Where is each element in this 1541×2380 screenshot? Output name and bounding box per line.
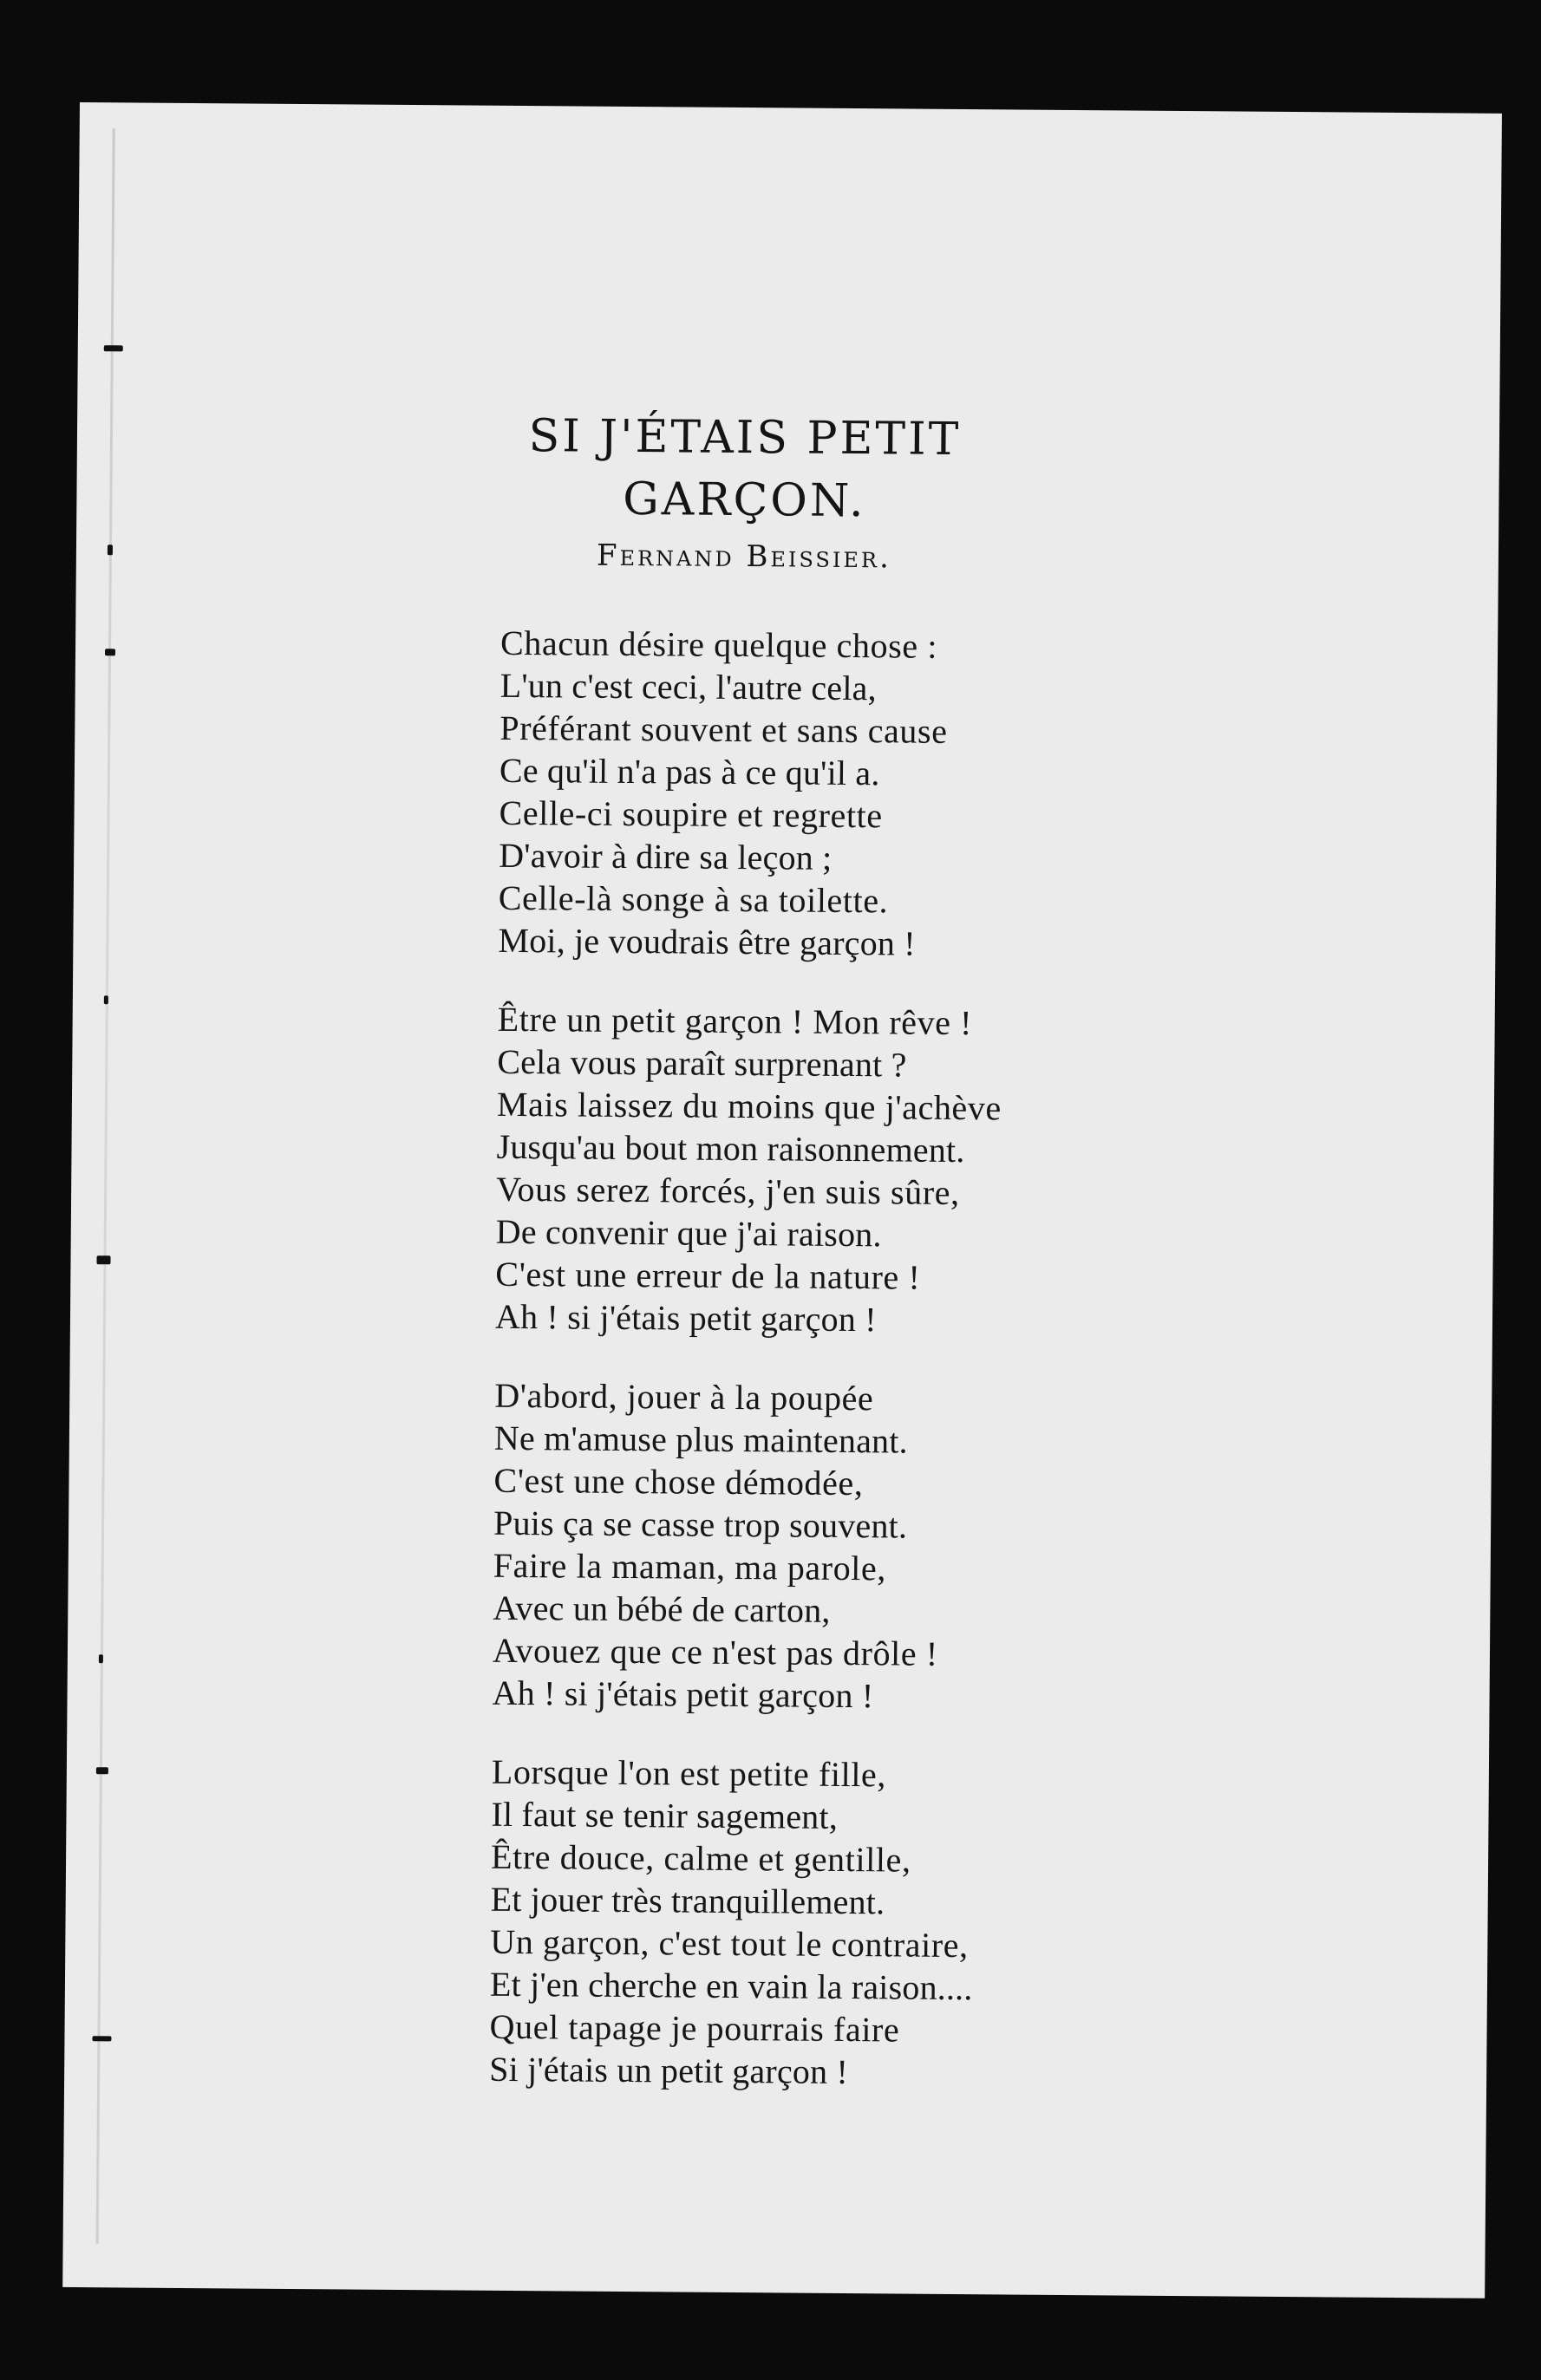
margin-mark <box>99 1654 103 1663</box>
margin-mark <box>96 1255 110 1264</box>
stanza-1 <box>498 622 1402 968</box>
stanza-4 <box>489 1751 1394 2097</box>
verse-line: Ne m'amuse plus maintenant. <box>493 1418 909 1461</box>
verse-line: Il faut se tenir sagement, <box>491 1794 839 1836</box>
verse-line: Être un petit garçon ! Mon rêve ! <box>497 999 973 1043</box>
margin-mark <box>96 1767 108 1774</box>
verse-line: Quel tapage je pourrais faire <box>489 2006 900 2050</box>
verse-line: Si j'étais un petit garçon ! <box>489 2049 849 2092</box>
verse-line: D'abord, jouer à la poupée <box>494 1375 874 1418</box>
verse-line: Puis ça se casse trop souvent. <box>493 1503 908 1546</box>
verse-line: Ce qu'il n'a pas à ce qu'il a. <box>499 750 880 793</box>
margin-mark <box>108 544 113 555</box>
verse-line: Lorsque l'on est petite fille, <box>491 1751 887 1795</box>
poem-body <box>489 622 1403 2134</box>
verse-line: Être douce, calme et gentille, <box>490 1836 911 1880</box>
stanza-3 <box>492 1374 1396 1721</box>
verse-line: Et j'en cherche en vain la raison.... <box>489 1964 973 2008</box>
verse-line: Chacun désire quelque chose : <box>500 623 938 666</box>
verse-line: Avec un bébé de carton, <box>493 1588 831 1630</box>
verse-line: Mais laissez du moins que j'achève <box>496 1084 1002 1128</box>
poem-author: Fernand Beissier. <box>596 538 891 576</box>
verse-line: De convenir que j'ai raison. <box>495 1211 882 1255</box>
verse-line: D'avoir à dire sa leçon ; <box>499 835 833 877</box>
margin-mark <box>105 649 115 655</box>
verse-line: Jusqu'au bout mon raisonnement. <box>496 1126 965 1170</box>
margin-mark <box>104 995 108 1004</box>
verse-line: C'est une erreur de la nature ! <box>495 1254 921 1297</box>
poem-title-line-2: GARÇON. <box>622 473 866 528</box>
margin-mark <box>104 345 123 351</box>
verse-line: Avouez que ce n'est pas drôle ! <box>492 1630 938 1673</box>
book-page <box>62 102 1502 2298</box>
poem-title-line-1: SI J'ÉTAIS PETIT <box>528 410 962 466</box>
verse-line: Cela vous paraît surprenant ? <box>497 1041 907 1085</box>
verse-line: Vous serez forcés, j'en suis sûre, <box>495 1169 960 1213</box>
verse-line: L'un c'est ceci, l'autre cela, <box>500 665 877 708</box>
page-gutter <box>96 128 115 2244</box>
verse-line: Un garçon, c'est tout le contraire, <box>490 1921 969 1966</box>
verse-line: Moi, je voudrais être garçon ! <box>498 920 916 963</box>
verse-line: Préférant souvent et sans cause <box>500 707 948 751</box>
poem-title <box>328 403 1161 535</box>
verse-line: Faire la maman, ma parole, <box>493 1545 887 1588</box>
verse-line: Ah ! si j'étais petit garçon ! <box>494 1296 877 1340</box>
verse-line: Celle-là songe à sa toilette. <box>498 877 889 921</box>
margin-mark <box>92 2036 111 2041</box>
stanza-2 <box>495 998 1400 1345</box>
verse-line: Ah ! si j'étais petit garçon ! <box>492 1673 874 1716</box>
verse-line: C'est une chose démodée, <box>493 1460 864 1503</box>
verse-line: Et jouer très tranquillement. <box>490 1879 885 1922</box>
verse-line: Celle-ci soupire et regrette <box>499 792 883 836</box>
